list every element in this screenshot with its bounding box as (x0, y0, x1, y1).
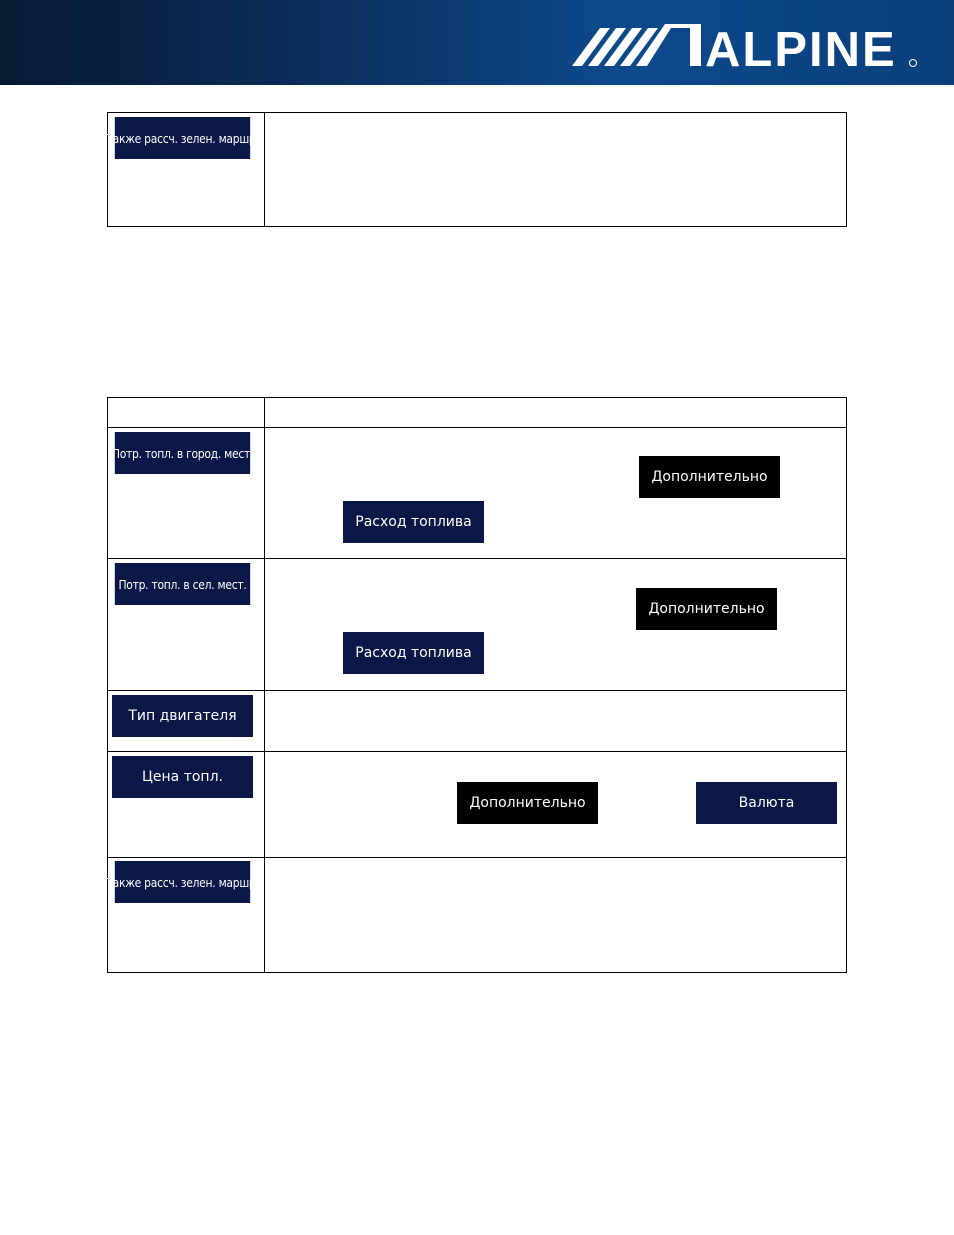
table-row (108, 858, 847, 973)
table-cell (265, 691, 847, 752)
more-button[interactable]: Дополнительно (636, 588, 777, 630)
more-button[interactable]: Дополнительно (639, 456, 780, 498)
table-fuel-settings (107, 397, 847, 973)
table-cell (265, 428, 847, 559)
table-header-cell (265, 398, 847, 428)
table-cell (108, 691, 265, 752)
table-cell (108, 559, 265, 691)
table-cell (108, 113, 265, 227)
fuel-city-button[interactable]: Потр. топл. в город. мест. (115, 432, 250, 474)
currency-button[interactable]: Валюта (696, 782, 837, 824)
fuel-consumption-button[interactable]: Расход топлива (343, 632, 484, 674)
also-calc-green-route-button[interactable]: Также рассч. зелен. маршр. (115, 117, 250, 159)
also-calc-green-route-button[interactable]: Также рассч. зелен. маршр. (115, 861, 250, 903)
engine-type-button[interactable]: Тип двигателя (112, 695, 253, 737)
fuel-price-button[interactable]: Цена топл. (112, 756, 253, 798)
fuel-consumption-button[interactable]: Расход топлива (343, 501, 484, 543)
page-header (0, 0, 954, 85)
table-cell (265, 113, 847, 227)
alpine-logo (570, 23, 920, 77)
table-header-cell (108, 398, 265, 428)
table-row (108, 752, 847, 858)
table-cell (265, 858, 847, 973)
table-row (108, 691, 847, 752)
svg-text:ALPINE: ALPINE (705, 23, 897, 77)
table-cell (265, 752, 847, 858)
table-cell (108, 858, 265, 973)
table-row (108, 428, 847, 559)
fuel-rural-button[interactable]: Потр. топл. в сел. мест. (115, 563, 250, 605)
table-cell (108, 752, 265, 858)
table-cell (108, 428, 265, 559)
table-green-route (107, 112, 847, 227)
more-button[interactable]: Дополнительно (457, 782, 598, 824)
table-cell (265, 559, 847, 691)
table-row (108, 559, 847, 691)
table-header-row (108, 398, 847, 428)
table-row (108, 113, 847, 227)
